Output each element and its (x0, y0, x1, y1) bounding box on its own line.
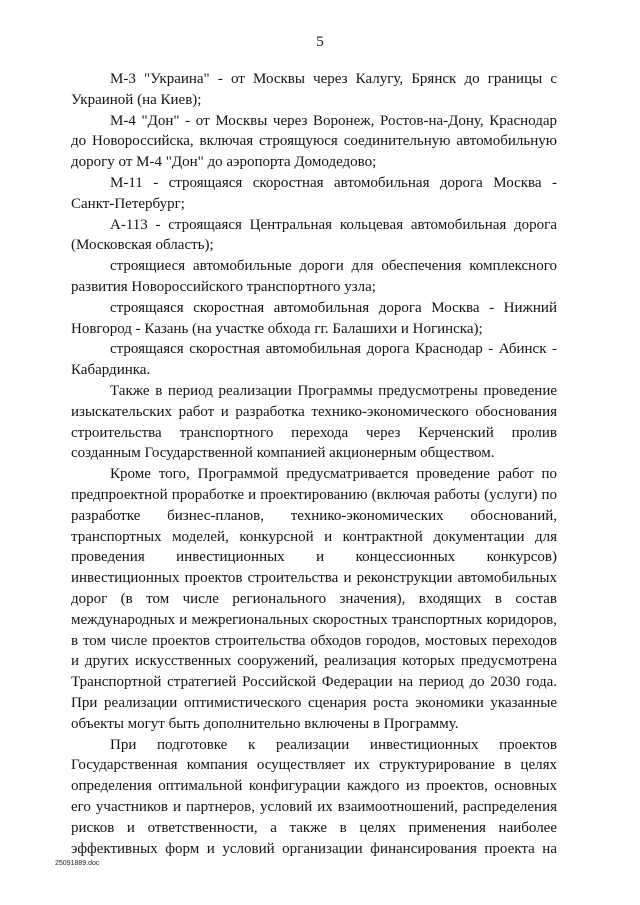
text-line: дорог (в том числе регионального значения), входящих в состав (71, 591, 557, 607)
text-line: строительства транспортного перехода через Керченский пролив (71, 424, 557, 441)
text-line: его участников и партнеров, условий их взаимоотношений, распределения (71, 799, 557, 815)
text-line: изыскательских работ и разработка технико-экономического обоснования (71, 403, 557, 420)
text-line: в том числе проектов строительства обходов городов, мостовых переходов (71, 632, 557, 649)
text-line: Государственная компания осуществляет их структурирование в целях (71, 757, 557, 774)
text-line: Новгород - Казань (на участке обхода гг. Балашихи и Ногинска); (71, 320, 483, 337)
text-line: М-4 "Дон" - от Москвы через Воронеж, Ростов-на-Дону, Краснодар (110, 112, 557, 129)
text-line: инвестиционных проектов строительства и реконструкции автомобильных (71, 570, 557, 587)
text-line: При реализации оптимистического сценария роста экономики указанные (71, 695, 557, 711)
text-line: Кабардинка. (71, 362, 151, 379)
text-line: эффективных форм и условий организации финансирования проекта на (71, 840, 557, 857)
text-line: строящаяся скоростная автомобильная дорога Краснодар - Абинск - (110, 341, 557, 358)
text-line: рисков и ответственности, а также в целях применения наиболее (71, 819, 557, 836)
text-line: предпроектной проработке и проектированию (включая работы (услуги) по (71, 487, 557, 503)
text-line: созданным Государственной компанией акционерным обществом. (71, 445, 495, 462)
text-line: международных и межрегиональных скоростных транспортных коридоров, (71, 611, 557, 628)
text-line: проведения инвестиционных и концессионных конкурсов) (71, 549, 557, 566)
text-line: строящаяся скоростная автомобильная дорога Москва - Нижний (110, 299, 557, 316)
text-line: Санкт-Петербург; (71, 195, 185, 212)
text-line: Транспортной стратегией Российской Федерации на период до 2030 года. (71, 674, 557, 691)
text-line: дорогу от М-4 "Дон" до аэропорта Домодедово; (71, 154, 377, 171)
text-line: транспортных моделей, конкурсной и контрактной документации для (71, 528, 557, 545)
text-line: М-3 "Украина" - от Москвы через Калугу, Брянск до границы с (110, 71, 557, 87)
text-line: объекты могут быть дополнительно включены в Программу. (71, 715, 459, 732)
text-line: Кроме того, Программой предусматривается проведение работ по (110, 466, 557, 483)
text-line: Украиной (на Киев); (71, 91, 202, 108)
text-line: А-113 - строящаяся Центральная кольцевая автомобильная дорога (110, 216, 557, 233)
text-line: При подготовке к реализации инвестиционных проектов (110, 736, 557, 753)
text-line: и других искусственных сооружений, реализация которых предусмотрена (71, 653, 557, 670)
text-line: определения оптимальной конфигурации каждого из проектов, основных (71, 778, 557, 795)
text-line: Также в период реализации Программы предусмотрены проведение (110, 383, 557, 399)
text-line: строящиеся автомобильные дороги для обеспечения комплексного (110, 258, 557, 275)
text-line: разработке бизнес-планов, технико-экономических обоснований, (71, 507, 557, 524)
footer-filename: 25091889.doc (55, 860, 100, 867)
text-line: развития Новороссийского транспортного узла; (71, 279, 376, 295)
text-line: М-11 - строящаяся скоростная автомобильная дорога Москва - (110, 175, 557, 191)
text-line: (Московская область); (71, 237, 214, 254)
text-line: до Новороссийска, включая строящуюся соединительную автомобильную (71, 133, 557, 150)
page-number: 5 (316, 34, 324, 50)
